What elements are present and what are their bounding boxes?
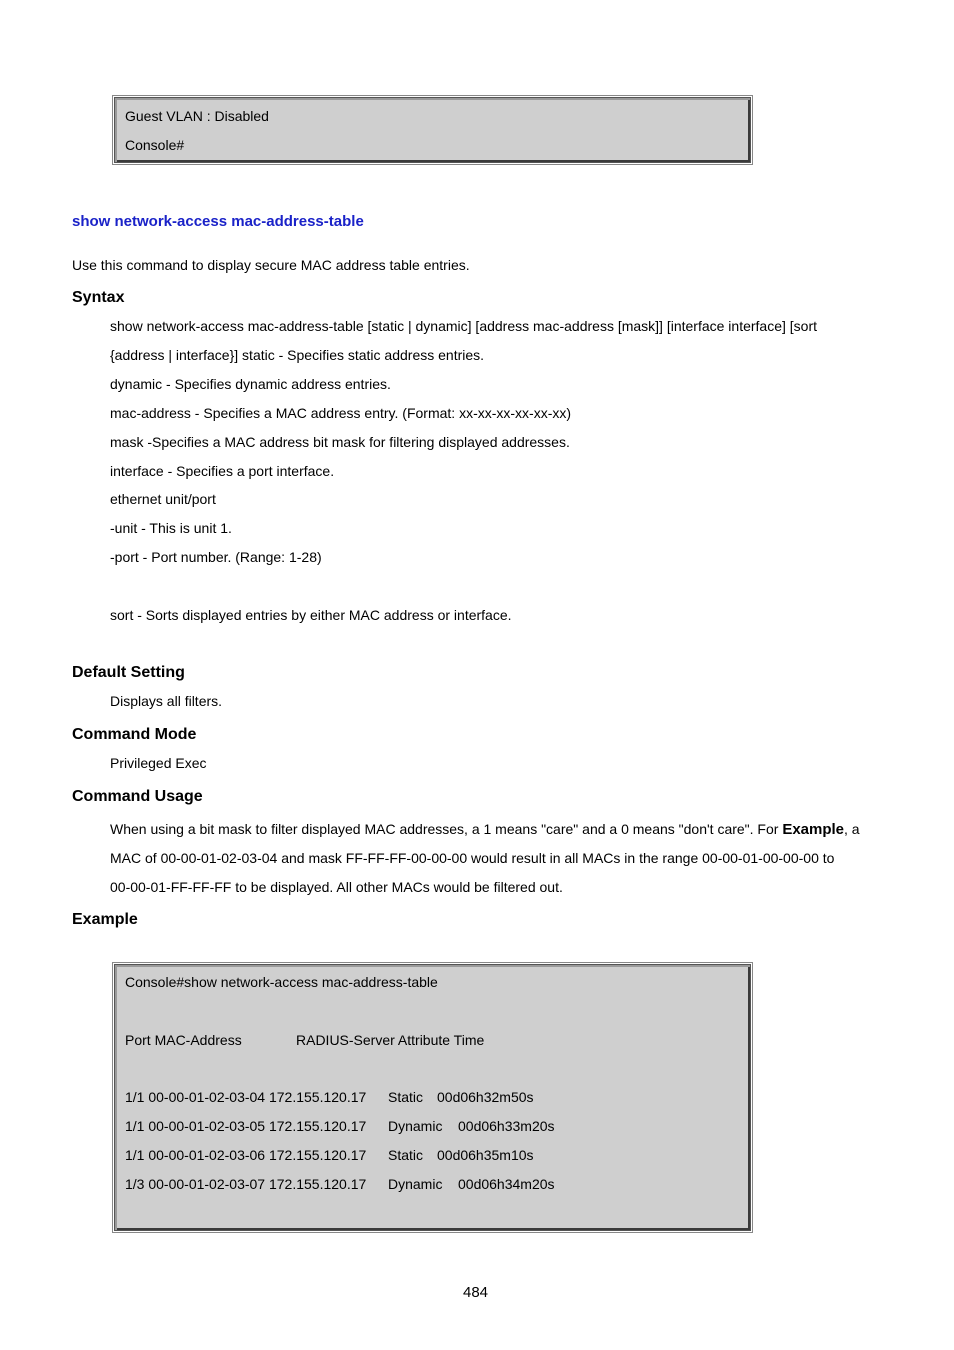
syntax-line: interface - Specifies a port interface. [110,463,335,479]
command-usage-line [110,822,860,837]
page-number: 484 [463,1284,489,1301]
usage-text: , a [844,821,860,837]
syntax-line: mask -Specifies a MAC address bit mask for filtering displayed addresses. [110,434,570,450]
row-attribute: Static [388,1147,424,1163]
table-header-left: Port MAC-Address [125,1032,242,1048]
syntax-line: {address | interface}] static - Specifies static address entries. [110,347,485,363]
row-time: 00d06h32m50s [437,1089,534,1105]
command-usage-heading: Command Usage [72,788,203,805]
console-line: Guest VLAN : Disabled [125,108,269,124]
row-attribute: Dynamic [388,1176,443,1192]
console-line: Console# [125,137,185,153]
syntax-line: sort - Sorts displayed entries by either MAC address or interface. [110,607,512,623]
syntax-heading: Syntax [72,289,125,306]
syntax-line: show network-access mac-address-table [static | dynamic] [address mac-address [mask]] [interface interface] [sort [110,318,818,334]
syntax-line: -port - Port number. (Range: 1-28) [110,549,322,565]
example-heading: Example [72,911,138,928]
command-title: show network-access mac-address-table [72,213,364,230]
syntax-line: mac-address - Specifies a MAC address entry. (Format: xx-xx-xx-xx-xx-xx) [110,405,572,421]
table-row: 1/1 00-00-01-02-03-06 172.155.120.17 [125,1147,367,1163]
usage-bold-example: Example [782,821,845,838]
command-usage-line: 00-00-01-FF-FF-FF to be displayed. All other MACs would be filtered out. [110,879,563,895]
row-time: 00d06h35m10s [437,1147,534,1163]
console-command: Console#show network-access mac-address-table [125,974,438,990]
table-row: 1/3 00-00-01-02-03-07 172.155.120.17 [125,1176,367,1192]
usage-text: When using a bit mask to filter displayed MAC addresses, a 1 means "care" and a 0 means "don't care". For [110,821,783,837]
table-header-right: RADIUS-Server Attribute Time [296,1032,485,1048]
default-setting-text: Displays all filters. [110,693,223,709]
command-mode-text: Privileged Exec [110,755,207,771]
table-row: 1/1 00-00-01-02-03-04 172.155.120.17 [125,1089,367,1105]
row-time: 00d06h33m20s [458,1118,555,1134]
syntax-line: dynamic - Specifies dynamic address entries. [110,376,391,392]
default-setting-heading: Default Setting [72,664,185,681]
syntax-line: -unit - This is unit 1. [110,520,232,536]
syntax-line: ethernet unit/port [110,491,216,507]
table-row: 1/1 00-00-01-02-03-05 172.155.120.17 [125,1118,367,1134]
console-output-box [114,97,751,163]
row-time: 00d06h34m20s [458,1176,555,1192]
row-attribute: Static [388,1089,424,1105]
intro-text: Use this command to display secure MAC address table entries. [72,257,470,273]
row-attribute: Dynamic [388,1118,443,1134]
command-usage-line: MAC of 00-00-01-02-03-04 and mask FF-FF-FF-00-00-00 would result in all MACs in the range 00-00-01-00-00-00 to [110,850,835,866]
command-mode-heading: Command Mode [72,726,197,743]
